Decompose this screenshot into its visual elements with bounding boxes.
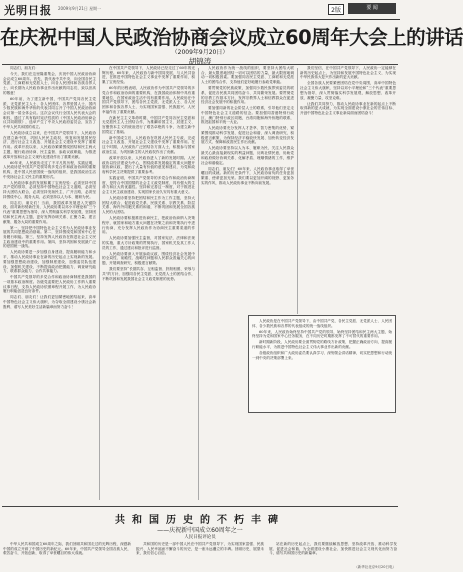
paragraph: 60年的历程表明，人民政协作为中国共产党领导的多党合作和政治协商的重要机构，在我国政治体制中具有重要地位，在国家政治生活中具有重要作用。人民政协在中国共产党领导下，团结各民主党派、无党派人士、各人民团体和各族各界人士，为实现国家富强、民族振兴、人民幸福作出了重要贡献。 xyxy=(102,86,195,114)
paragraph: 中华人民共和国成立60周年之际，我们回顾共和国走过的光辉历程，深感新中国的成立开辟了中国历史的新纪元。60年来，中国共产党领导全国各族人民，艰苦奋斗，开拓创新，取得了举世瞩目的伟大成就。 xyxy=(3,542,131,556)
paragraph: 在中国共产党领导下，人民政协已经走过了60年的光辉历程。60年来，人民政协与新中国同发展、与人民共奋进，在推进中国特色社会主义事业中发挥了重要作用，积累了宝贵经验。 xyxy=(102,66,195,85)
paragraph: 同志们、朋友们！60年来，人民政协事业取得了举世瞩目的成就。新的历史条件下，人民政协肩负的任务更加繁重、使命更加光荣。我们要以更加开阔的视野、更加务实的作风，推动人民政协事业不断向前发展。 xyxy=(201,166,294,185)
paragraph: 要加强同新的社会阶层人士的联系，引导他们坚定走中国特色社会主义道路的信念。要加强同香港特别行政区、澳门特别行政区同胞，台湾同胞和海外侨胞的联系，推进祖国和平统一大业。 xyxy=(201,106,294,125)
paragraph: 各级政协组织和广大政协委员要认真学习、深刻领会讲话精神，切实把思想和行动统一到中央的决策部署上来。 xyxy=(252,351,392,360)
body-column-4 xyxy=(300,66,396,312)
section-rule xyxy=(2,506,398,507)
paragraph: 人民政协要坚持以人为本、履职为民，关注人民群众最关心最直接最现实的利益问题，反映社情民意，协助党和政府做好协调关系、化解矛盾、理顺情绪的工作，维护社会和谐稳定。 xyxy=(201,146,294,165)
masthead xyxy=(0,0,400,20)
sub-article-column-2 xyxy=(136,542,264,566)
paragraph: 新中国成立后，人民政协在巩固人民民主专政、完成社会主义改造、开展社会主义建设中发挥了重要作用。在这个时期，人民政协广泛团结各方面人士，积极参与国家政治生活，为巩固新生的人民政权作出了贡献。 xyxy=(102,135,195,154)
body-column-2 xyxy=(102,66,195,502)
paragraph: 实践证明，中国共产党领导的多党合作和政治协商制度，是符合中国国情的社会主义政党制度，具有强大的生命力和巨大的优越性。坚持和完善这一制度，对于推进社会主义民主政治建设、实现国家长治久安具有重大意义。 xyxy=(102,175,195,195)
paragraph: 同志们，朋友们： xyxy=(10,66,39,70)
edition-badge: 2版 xyxy=(328,4,344,15)
paragraph: 我们坚信，在中国共产党领导下，人民政协一定能够在新的历史起点上，为坚持和发展中国特色社会主义，为实现中华民族伟大复兴作出新的更大贡献。 xyxy=(300,66,396,80)
paragraph: 第一，坚持把中国特色社会主义作为人民政协事业发展的共同思想政治基础。第二，坚持围绕党和国家中心任务履行职能。第三，坚持发挥人民政协在推进社会主义民主政治建设中的重要作用。第四，坚持巩固和发展最广泛的爱国统一战线。 xyxy=(3,225,96,249)
paragraph: 改革开放以来，人民政协进入了新的发展时期。人民政协以经济建设为中心，围绕改革发展稳定的重大问题开展协商议政，提出了大量有价值的意见和建议，为党和政府科学民主决策提供了重要参考。 xyxy=(102,155,195,174)
paragraph: 人民政协要充分发挥人才荟萃、智力密集的优势，紧紧围绕推动科学发展、促进社会和谐，深入调查研究，积极建言献策，为保持经济平稳较快发展、加快转变经济发展方式、保障和改善民生作出贡献。 xyxy=(201,126,294,145)
column-divider xyxy=(297,68,298,314)
speech-date: （2009年9月20日） xyxy=(171,49,229,56)
paragraph: 人民政协要进一步加强自身建设，提高履职能力和水平，推动人民政协事业在新的历史起点上实现新的发展。要加强思想政治建设，加强制度建设，加强委员队伍建设，加强机关建设，不断提高政治把握能力、调查研究能力、联系群众能力、合作共事能力。 xyxy=(3,250,96,274)
paragraph: 60年来，人民政协始终坚持中国共产党的领导，始终坚持团结和民主两大主题，始终坚持为党和国家中心任务服务，在不同历史时期都发挥了不可替代的重要作用。 xyxy=(252,329,392,339)
body-column-3 xyxy=(201,66,294,312)
article-author: 胡锦涛 xyxy=(188,57,212,66)
issue-date: 2009年9月21日 星期一 xyxy=(58,6,102,11)
boxed-article xyxy=(248,315,396,413)
paragraph: 我们要坚持“长期共存、互相监督、肝胆相照、荣辱与共”的方针，加强同各民主党派、无党派人士的团结合作，不断巩固和发展我国社会主义政党制度的优势。 xyxy=(102,267,195,281)
paragraph: 同志们、朋友们！当前，我国改革发展进入关键阶段，面对新形势新任务，人民政协要以邓小平理论和“三个代表”重要思想为指导，深入贯彻落实科学发展观，坚持团结和民主两大主题，更好发挥协调关系、汇聚力量、建言献策、服务大局的重要作用。 xyxy=(3,200,96,224)
paragraph: 人民政协事业的发展积累了宝贵经验：必须坚持中国共产党的领导，必须坚持中国特色社会主义道路，必须坚持大团结大联合，必须坚持发扬民主、广开言路，必须坚持围绕中心、服务大局，必须坚持以人为本、履职为民。 xyxy=(3,180,96,199)
paragraph: 新时期新阶段，人民政协要全面贯彻党的路线方针政策，把握正确政治方向，提高履行职能水平，为推进中国特色社会主义伟大事业作出新的贡献。 xyxy=(252,340,392,350)
paragraph: 全国各族人民要紧密团结在党中央周围，高举中国特色社会主义伟大旗帜，坚持以邓小平理论和“三个代表”重要思想为指导，深入贯彻落实科学发展观，解放思想、改革开放、凝聚力量、攻坚克难。 xyxy=(300,81,396,100)
paragraph: 共和国的历史是一部中国人民在中国共产党领导下，为实现国家富强、民族振兴、人民幸福而不懈奋斗的历史，是一座永远矗立的丰碑。回顾历史，展望未来，我们信心百倍。 xyxy=(136,542,264,556)
paragraph: 人民政协要深入开展参政议政，围绕经济社会发展中的全局性、前瞻性、战略性问题和人民群众普遍关心的问题，开展调查研究，积极建言献策。 xyxy=(102,251,195,266)
column-divider xyxy=(99,68,100,500)
boxed-article-text xyxy=(252,319,392,409)
sub-article-subtitle: ——庆祝新中国成立60周年之一 xyxy=(157,527,243,534)
paragraph: 站在新的历史起点上，我们要继续解放思想、坚持改革开放、推动科学发展、促进社会和谐，为全面建设小康社会、加快推进社会主义现代化而努力奋斗，谱写共和国历史的新篇章。 xyxy=(269,542,397,556)
column-divider xyxy=(198,68,199,500)
paragraph: 让我们共同努力，推动人民政协事业在新的起点上不断取得新的更大成就，为实现全面建设小康社会的宏伟目标、开创中国特色社会主义事业新局面而团结奋斗！ xyxy=(300,101,396,115)
paragraph: 人民政协是在中国共产党领导下，由中国共产党、各民主党派、无党派人士、人民团体、各少数民族和各界的代表组成的统一战线组织。 xyxy=(252,319,392,328)
body-column-3-lower xyxy=(201,415,394,503)
paragraph: 人民政协要加强民主监督，对国家宪法、法律和法规的实施，重大方针政策的贯彻执行，国家机关及其工作人员的工作，通过建议和批评进行监督。 xyxy=(102,236,195,250)
paragraph: 人民政协作为统一战线的组织，要坚持大团结大联合，最大限度地团结一切可以团结的力量，最大限度地调动一切积极因素。要加强同各民主党派、工商联和无党派人士的团结合作，支持他们更好地履行参政党职能。 xyxy=(201,66,294,85)
sub-article-author: 人民日报评论员 xyxy=(184,535,216,540)
paragraph: 人民政协要坚持把团结和民主作为工作主题，坚持大团结大联合，促进政党关系、民族关系、宗教关系、阶层关系、海内外同胞关系的和谐，不断巩固和发展全国各族人民的大团结。 xyxy=(102,196,195,215)
paragraph: 同志们、朋友们！让我们更加紧密地团结起来，高举中国特色社会主义伟大旗帜，为夺取全面建设小康社会新胜利、谱写人民美好生活新篇章而努力奋斗！ xyxy=(3,295,96,309)
paragraph: 60年来，人民政协走过了不平凡的历程，实践证明，人民政协是中国共产党领导的多党合作和政治协商的重要机构，是中国人民爱国统一战线的组织，是我国政治生活中发扬社会主义民主的重要形式。 xyxy=(3,160,96,179)
paragraph: 在新民主主义革命时期，中国共产党同各民主党派和无党派民主人士团结合作，为推翻帝国主义、封建主义、官僚资本主义的统治进行了艰苦卓绝的斗争，为建立新中国奠定了基础。 xyxy=(102,115,195,134)
paragraph: 今天，我们在这里隆重集会，庆祝中国人民政治协商会议成立60周年。首先，我代表中共中央，向全国各民主党派、工商联和无党派人士，向各人民团体和各族各界人士，向长期为人民政协事业作出贡献的同志们，致以崇高的敬意！ xyxy=(3,72,96,95)
body-column-1 xyxy=(3,66,96,502)
sub-article-title: 共和国历史的不朽丰碑 xyxy=(115,515,285,526)
paragraph: 要贯彻党的民族政策，加强同少数民族界别委员的联系，促进各民族共同团结奋斗、共同繁荣发展。要贯彻党的宗教工作基本方针，发挥宗教界人士和信教群众在促进经济社会发展中的积极作用。 xyxy=(201,86,294,105)
header-rule xyxy=(2,64,398,65)
paragraph: 中国共产党领导的多党合作和政治协商制度是我国的一项基本政治制度。各级党委要把人民政协工作纳入重要议事日程，支持人民政协依照章程开展工作，为人民政协履行职能创造良好条件。 xyxy=(3,275,96,294)
sub-article-column-1 xyxy=(3,542,131,566)
source-note: （新华社北京9月20日电） xyxy=(354,565,396,569)
sub-article-column-3 xyxy=(269,542,397,564)
paragraph: 60年前，为了建立新中国，中国共产党同各民主党派、无党派民主人士、各人民团体、各界爱国人士、国内少数民族和海外华侨的代表共同召开了中国人民政治协商会议第一届全体会议。这次会议代行全国人民代表大会的职权，通过了具有临时宪法性质的《中国人民政治协商会议共同纲领》，选举产生了中央人民政府委员会，宣告了中华人民共和国的成立。 xyxy=(3,96,96,130)
newspaper-logo: 光明日报 xyxy=(4,4,52,17)
section-label: 要 闻 xyxy=(348,3,396,14)
paragraph: 人民政协成立以来，在中国共产党领导下，人民政协在建立新中国、巩固人民民主政权、恢复和发展国民经济、进行社会主义改造、开展社会主义建设中发挥了重要作用。改革开放以来，人民政协紧紧围绕团结和民主两大主题，履行政治协商、民主监督、参政议政职能，为推进改革开放和社会主义现代化建设作出了重要贡献。 xyxy=(3,131,96,159)
paragraph: 人民政协要积极推进协商民主，把政治协商纳入决策程序，就国家和地方重大问题在决策之前和决策执行中进行协商，充分发挥人民政协作为协商民主重要渠道的作用。 xyxy=(102,216,195,235)
page-headline: 在庆祝中国人民政治协商会议成立60周年大会上的讲话 xyxy=(0,26,463,49)
